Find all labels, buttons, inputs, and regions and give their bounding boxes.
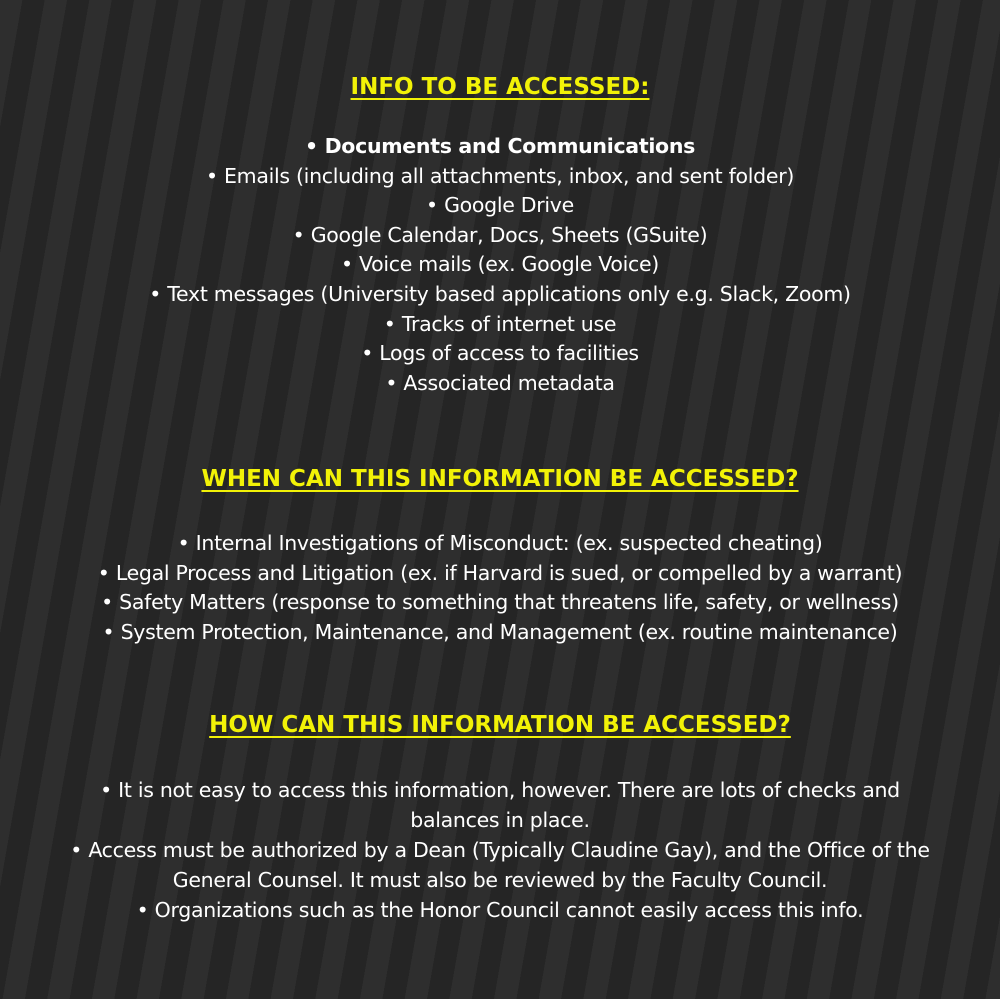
when-accessed-section	[0, 464, 1000, 647]
info-accessed-section	[0, 72, 1000, 398]
list-item: • Text messages (University based applications only e.g. Slack, Zoom)	[0, 280, 1000, 310]
list-item: • Google Drive	[0, 191, 1000, 221]
list-item: • Emails (including all attachments, inbox, and sent folder)	[0, 162, 1000, 192]
when-accessed-list	[0, 529, 1000, 647]
list-item: • Associated metadata	[0, 369, 1000, 399]
info-accessed-list	[0, 132, 1000, 398]
list-item: • Voice mails (ex. Google Voice)	[0, 250, 1000, 280]
list-item: • Legal Process and Litigation (ex. if Harvard is sued, or compelled by a warrant)	[0, 559, 1000, 589]
list-item: • System Protection, Maintenance, and Management (ex. routine maintenance)	[0, 618, 1000, 648]
list-item: • Access must be authorized by a Dean (Typically Claudine Gay), and the Office of the General Counsel. It must also be reviewed by the Faculty Council.	[65, 835, 935, 895]
how-accessed-heading: HOW CAN THIS INFORMATION BE ACCESSED?	[209, 712, 791, 738]
list-item: • Logs of access to facilities	[0, 339, 1000, 369]
list-item: • Tracks of internet use	[0, 310, 1000, 340]
list-item: • It is not easy to access this information, however. There are lots of checks and balances in place.	[65, 775, 935, 835]
how-accessed-section	[0, 710, 1000, 925]
when-accessed-heading: WHEN CAN THIS INFORMATION BE ACCESSED?	[201, 466, 799, 492]
list-item: • Internal Investigations of Misconduct: (ex. suspected cheating)	[0, 529, 1000, 559]
list-item: • Documents and Communications	[0, 132, 1000, 162]
list-item: • Organizations such as the Honor Council cannot easily access this info.	[65, 895, 935, 925]
how-accessed-list	[0, 775, 1000, 925]
info-accessed-heading: INFO TO BE ACCESSED:	[350, 74, 650, 100]
list-item: • Safety Matters (response to something that threatens life, safety, or wellness)	[0, 588, 1000, 618]
list-item: • Google Calendar, Docs, Sheets (GSuite)	[0, 221, 1000, 251]
